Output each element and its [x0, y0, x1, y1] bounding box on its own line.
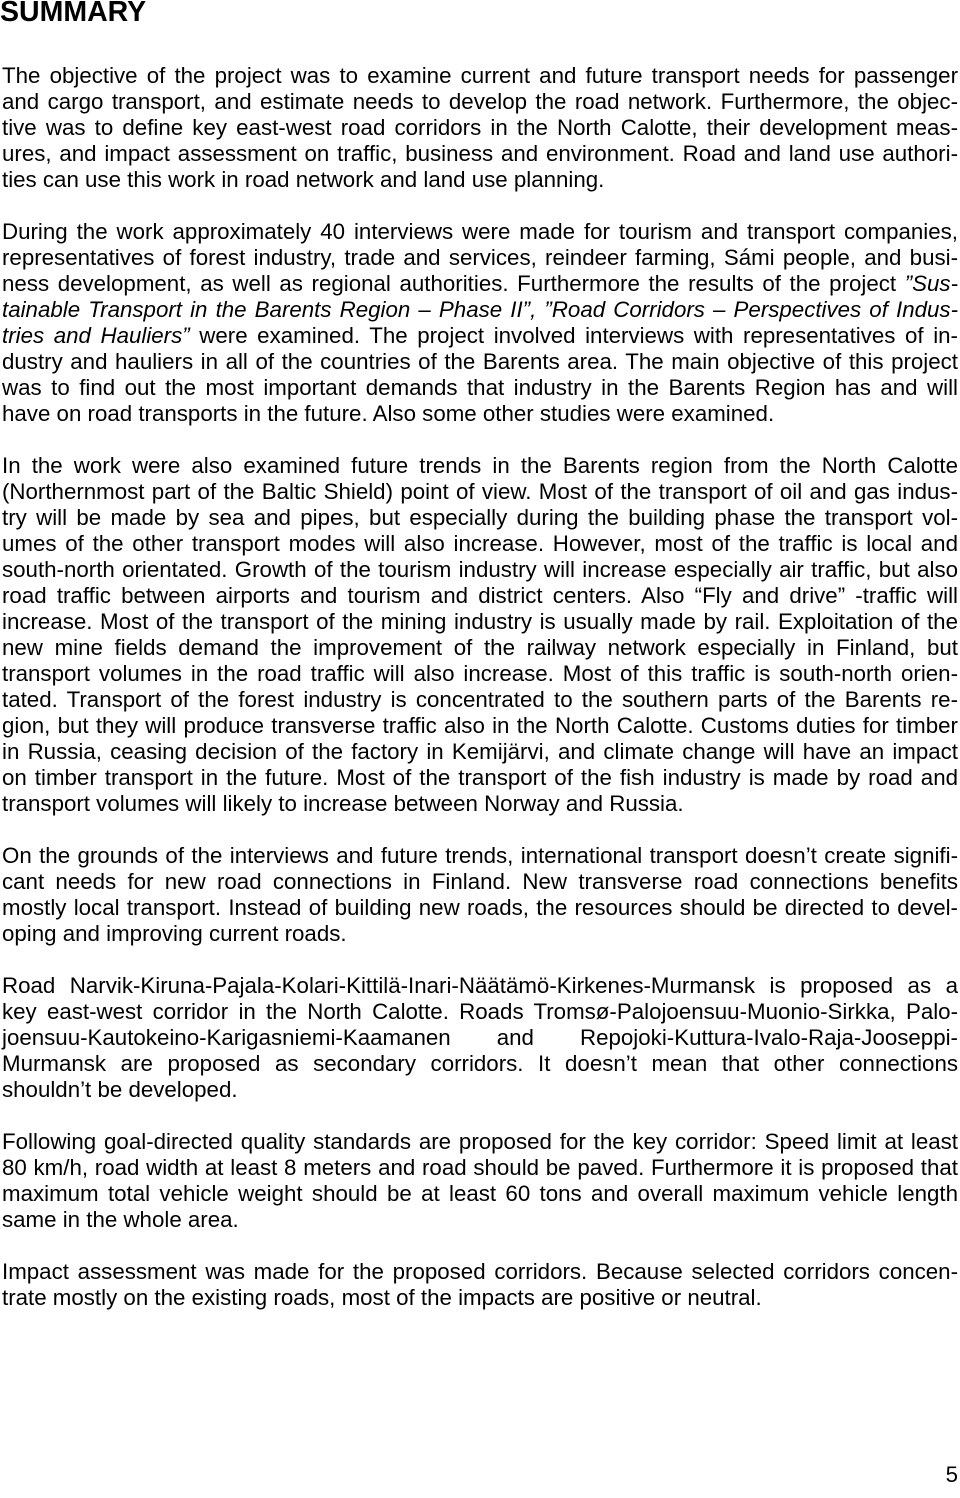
- text-line: In the work were also examined future trends in the Barents region from the North Calotte: [2, 453, 958, 478]
- paragraph: [2, 843, 958, 947]
- text-line: was to find out the most important demands that industry in the Barents Region has and will: [2, 375, 958, 400]
- text-line: [2, 323, 958, 349]
- text-line: umes of the other transport modes will also increase. However, most of the traffic is local and: [2, 531, 958, 556]
- text-line: trate mostly on the existing roads, most of the impacts are positive or neutral.: [2, 1285, 762, 1310]
- text-line: [2, 297, 958, 323]
- page-title: SUMMARY: [0, 0, 147, 28]
- text-line: transport volumes will likely to increase between Norway and Russia.: [2, 791, 684, 816]
- text-line: key east-west corridor in the North Calotte. Roads Tromsø-Palojoensuu-Muonio-Sirkka, Palo-: [2, 999, 958, 1024]
- paragraph: [2, 973, 958, 1103]
- text-line: joensuu-Kautokeino-Karigasniemi-Kaamanen and Repojoki-Kuttura-Ivalo-Raja-Jooseppi-: [2, 1025, 958, 1050]
- text-line: have on road transports in the future. Also some other studies were examined.: [2, 401, 775, 426]
- text-line: The objective of the project was to examine current and future transport needs for passenger: [2, 63, 958, 88]
- paragraph: [2, 1129, 958, 1233]
- italic-text-segment: ”Sus-: [904, 271, 958, 296]
- text-line: south-north orientated. Growth of the tourism industry will increase especially air traffic, but also: [2, 557, 958, 582]
- paragraph: [2, 1259, 958, 1311]
- text-line: road traffic between airports and tourism and district centers. Also “Fly and drive” -traffic will: [2, 583, 958, 608]
- text-line: 80 km/h, road width at least 8 meters and road should be paved. Furthermore it is proposed that: [2, 1155, 958, 1180]
- text-line: Impact assessment was made for the proposed corridors. Because selected corridors concen-: [2, 1259, 958, 1284]
- text-line: maximum total vehicle weight should be at least 60 tons and overall maximum vehicle length: [2, 1181, 958, 1206]
- text-segment: were examined. The project involved interviews with representatives of in-: [189, 323, 958, 348]
- text-line: in Russia, ceasing decision of the factory in Kemijärvi, and climate change will have an impact: [2, 739, 958, 764]
- paragraph: [2, 63, 958, 193]
- text-line: Road Narvik-Kiruna-Pajala-Kolari-Kittilä-Inari-Näätämö-Kirkenes-Murmansk is proposed as a: [2, 973, 958, 998]
- text-line: Following goal-directed quality standards are proposed for the key corridor: Speed limit at least: [2, 1129, 958, 1154]
- text-line: During the work approximately 40 interviews were made for tourism and transport companies,: [2, 219, 958, 244]
- text-line: cant needs for new road connections in Finland. New transverse road connections benefits: [2, 869, 958, 894]
- text-line: oping and improving current roads.: [2, 921, 347, 946]
- text-line: Murmansk are proposed as secondary corridors. It doesn’t mean that other connections: [2, 1051, 958, 1076]
- text-line: dustry and hauliers in all of the countries of the Barents area. The main objective of this project: [2, 349, 958, 374]
- text-line: increase. Most of the transport of the mining industry is usually made by rail. Exploitation of the: [2, 609, 958, 634]
- text-line: gion, but they will produce transverse traffic also in the North Calotte. Customs duties for timber: [2, 713, 958, 738]
- text-line: and cargo transport, and estimate needs to develop the road network. Furthermore, the objec-: [2, 89, 958, 114]
- text-line: representatives of forest industry, trade and services, reindeer farming, Sámi people, and busi-: [2, 245, 958, 270]
- paragraph: [2, 219, 958, 427]
- page-number: 5: [945, 1462, 958, 1487]
- italic-text-segment: tries and Hauliers”: [2, 323, 190, 348]
- text-line: [2, 271, 958, 297]
- text-line: transport volumes in the road traffic will also increase. Most of this traffic is south-north orien-: [2, 661, 958, 686]
- text-line: mostly local transport. Instead of building new roads, the resources should be directed to devel-: [2, 895, 958, 920]
- text-line: tated. Transport of the forest industry is concentrated to the southern parts of the Barents re-: [2, 687, 958, 712]
- summary-body: [2, 63, 958, 1337]
- text-line: tive was to define key east-west road corridors in the North Calotte, their development meas-: [2, 115, 958, 140]
- text-line: same in the whole area.: [2, 1207, 239, 1232]
- text-line: shouldn’t be developed.: [2, 1077, 238, 1102]
- paragraph: [2, 453, 958, 817]
- text-line: try will be made by sea and pipes, but especially during the building phase the transport vol-: [2, 505, 958, 530]
- text-line: ures, and impact assessment on traffic, business and environment. Road and land use authori-: [2, 141, 958, 166]
- italic-text-segment: tainable Transport in the Barents Region – Phase II”, ”Road Corridors – Perspectives of Indus-: [2, 297, 958, 322]
- text-line: On the grounds of the interviews and future trends, international transport doesn’t create signifi-: [2, 843, 958, 868]
- text-segment: ness development, as well as regional authorities. Furthermore the results of the project: [2, 271, 905, 296]
- text-line: on timber transport in the future. Most of the transport of the fish industry is made by road and: [2, 765, 958, 790]
- text-line: new mine fields demand the improvement of the railway network especially in Finland, but: [2, 635, 958, 660]
- text-line: (Northernmost part of the Baltic Shield) point of view. Most of the transport of oil and gas indus-: [2, 479, 958, 504]
- text-line: ties can use this work in road network and land use planning.: [2, 167, 605, 192]
